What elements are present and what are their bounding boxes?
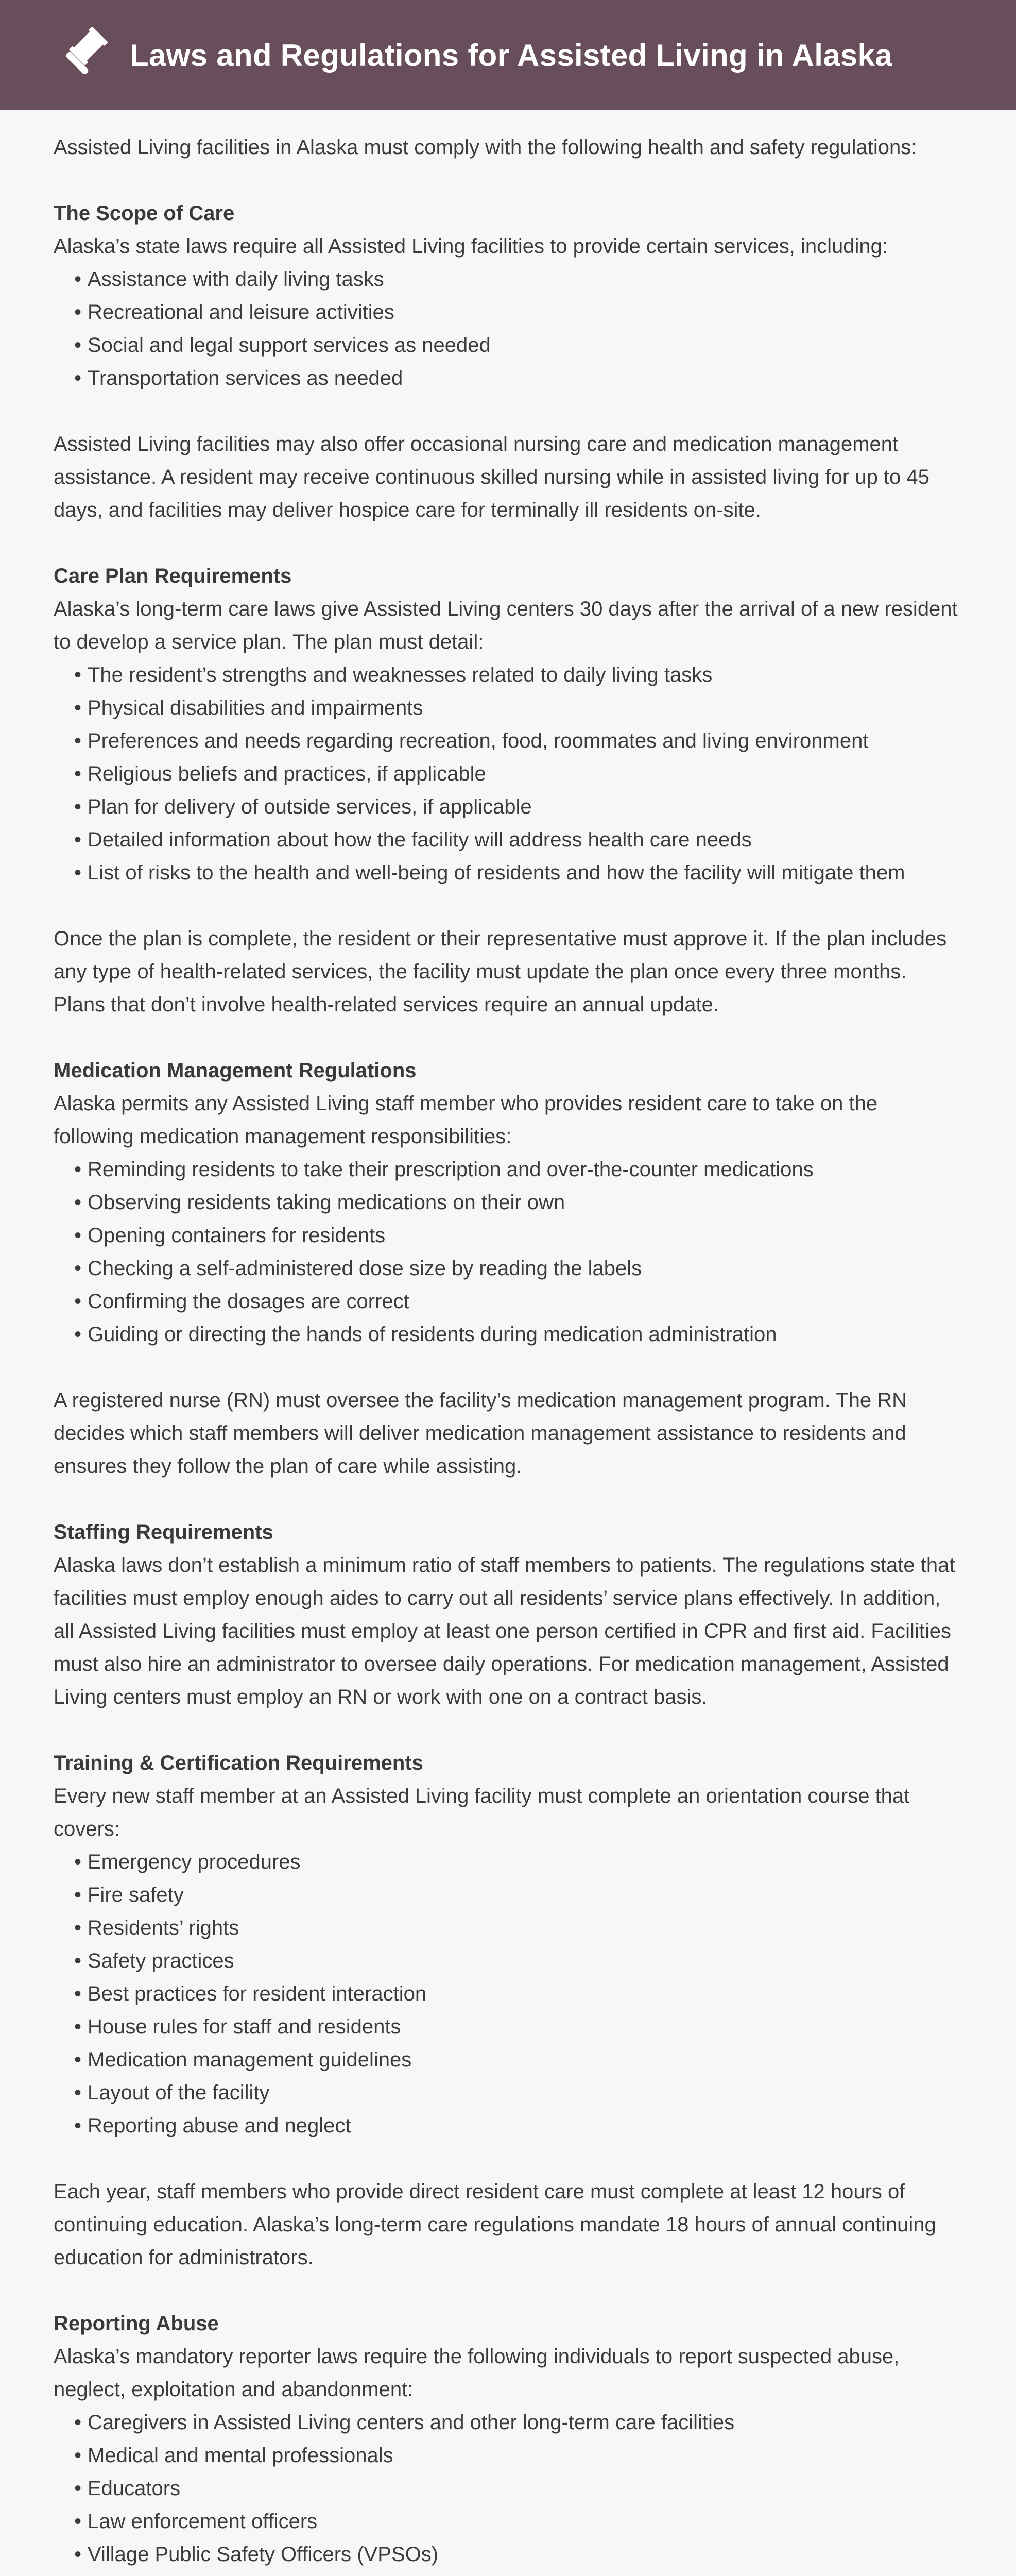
section-heading: Staffing Requirements bbox=[54, 1521, 273, 1544]
list-item: • Caregivers in Assisted Living centers and other long-term care facilities bbox=[76, 2406, 962, 2439]
care-plan-section bbox=[54, 560, 962, 1021]
reporting-section bbox=[54, 2307, 962, 2576]
section-lead: Alaska’s long-term care laws give Assisted Living centers 30 days after the arrival of a new resident to develop a service plan. The plan must detail: bbox=[54, 598, 958, 653]
gavel-icon bbox=[49, 22, 116, 89]
staffing-section bbox=[54, 1516, 962, 1714]
section-lead: Alaska’s mandatory reporter laws require the following individuals to report suspected abuse, neglect, exploitation and abandonment: bbox=[54, 2345, 900, 2401]
article-body bbox=[0, 110, 1016, 2576]
section-heading: Reporting Abuse bbox=[54, 2312, 219, 2335]
list-item: • Detailed information about how the facility will address health care needs bbox=[76, 823, 962, 856]
list-item: • Village Public Safety Officers (VPSOs) bbox=[76, 2538, 962, 2571]
list-item: • Educators bbox=[76, 2472, 962, 2505]
list-item: • The resident’s strengths and weaknesses related to daily living tasks bbox=[76, 658, 962, 691]
list-item: • Confirming the dosages are correct bbox=[76, 1285, 962, 1318]
section-heading: Medication Management Regulations bbox=[54, 1059, 417, 1082]
list-item: • Reporting abuse and neglect bbox=[76, 2109, 962, 2142]
list-item: • Layout of the facility bbox=[76, 2076, 962, 2109]
training-section bbox=[54, 1747, 962, 2274]
list-item: • Reminding residents to take their prescription and over-the-counter medications bbox=[76, 1153, 962, 1186]
section-heading: Training & Certification Requirements bbox=[54, 1752, 423, 1774]
list-item: • Plan for delivery of outside services, if applicable bbox=[76, 790, 962, 823]
list-item: • Safety practices bbox=[76, 1944, 962, 1977]
section-lead: Alaska’s state laws require all Assisted Living facilities to provide certain services, including: bbox=[54, 235, 888, 258]
scope-of-care-section bbox=[54, 197, 962, 527]
section-heading: The Scope of Care bbox=[54, 202, 235, 225]
bullet-list bbox=[54, 2406, 962, 2576]
section-paragraph: Assisted Living facilities may also offer occasional nursing care and medication management assistance. A resident may receive continuous skilled nursing while in assisted living for up to 45 days, and facilities may deliver hospice care for terminally ill residents on-site. bbox=[54, 433, 929, 521]
list-item: • Preferences and needs regarding recreation, food, roommates and living environment bbox=[76, 724, 962, 757]
list-item: • Religious beliefs and practices, if applicable bbox=[76, 757, 962, 790]
bullet-list bbox=[54, 263, 962, 395]
bullet-list bbox=[54, 658, 962, 889]
list-item: • Checking a self-administered dose size by reading the labels bbox=[76, 1252, 962, 1285]
section-paragraph: Each year, staff members who provide direct resident care must complete at least 12 hours of continuing education. Alaska’s long-term care regulations mandate 18 hours of annual continuing education for administrators. bbox=[54, 2180, 936, 2269]
list-item: • Residents’ rights bbox=[76, 1911, 962, 1944]
list-item: • Law enforcement officers bbox=[76, 2505, 962, 2538]
list-item: • Emergency procedures bbox=[76, 1845, 962, 1878]
list-item: • Assistance with daily living tasks bbox=[76, 263, 962, 296]
section-paragraph: Once the plan is complete, the resident or their representative must approve it. If the plan includes any type of health-related services, the facility must update the plan once every three months. Plans that don’t involve health-related services require an annual update. bbox=[54, 927, 947, 1016]
intro-paragraph: Assisted Living facilities in Alaska must comply with the following health and safety regulations: bbox=[54, 136, 917, 159]
bullet-list bbox=[54, 1845, 962, 2142]
bullet-list bbox=[54, 1153, 962, 1351]
list-item: • Social and legal support services as needed bbox=[76, 329, 962, 362]
list-item: • Transportation services as needed bbox=[76, 362, 962, 395]
list-item: • Best practices for resident interaction bbox=[76, 1977, 962, 2010]
list-item: • Medication management guidelines bbox=[76, 2043, 962, 2076]
list-item: • Guiding or directing the hands of residents during medication administration bbox=[76, 1318, 962, 1351]
list-item: • List of risks to the health and well-being of residents and how the facility will mitigate them bbox=[76, 856, 962, 889]
section-paragraph: A registered nurse (RN) must oversee the facility’s medication management program. The RN decides which staff members will deliver medication management assistance to residents and ensures they follow the plan of care while assisting. bbox=[54, 1389, 907, 1478]
medication-section bbox=[54, 1054, 962, 1483]
section-lead: Alaska permits any Assisted Living staff member who provides resident care to take on the following medication management responsibilities: bbox=[54, 1092, 878, 1148]
section-heading: Care Plan Requirements bbox=[54, 565, 292, 587]
page-title: Laws and Regulations for Assisted Living in Alaska bbox=[130, 38, 892, 73]
section-lead: Alaska laws don’t establish a minimum ratio of staff members to patients. The regulations state that facilities must employ enough aides to carry out all residents’ service plans effectively. In addition, all Assisted Living facilities must employ at least one person certified in CPR and first aid. Facilities must also hire an administrator to oversee daily operations. For medication management, Assisted Living centers must employ an RN or work with one on a contract basis. bbox=[54, 1554, 955, 1708]
list-item: • Fire safety bbox=[76, 1878, 962, 1911]
list-item: • Recreational and leisure activities bbox=[76, 296, 962, 329]
intro-section bbox=[54, 131, 962, 164]
list-item: • House rules for staff and residents bbox=[76, 2010, 962, 2043]
section-lead: Every new staff member at an Assisted Living facility must complete an orientation course that covers: bbox=[54, 1785, 910, 1840]
list-item: • Observing residents taking medications on their own bbox=[76, 1186, 962, 1219]
list-item: • Medical and mental professionals bbox=[76, 2439, 962, 2472]
page-header bbox=[0, 0, 1016, 110]
list-item: • Opening containers for residents bbox=[76, 1219, 962, 1252]
list-item bbox=[76, 2571, 962, 2576]
list-item: • Physical disabilities and impairments bbox=[76, 691, 962, 724]
